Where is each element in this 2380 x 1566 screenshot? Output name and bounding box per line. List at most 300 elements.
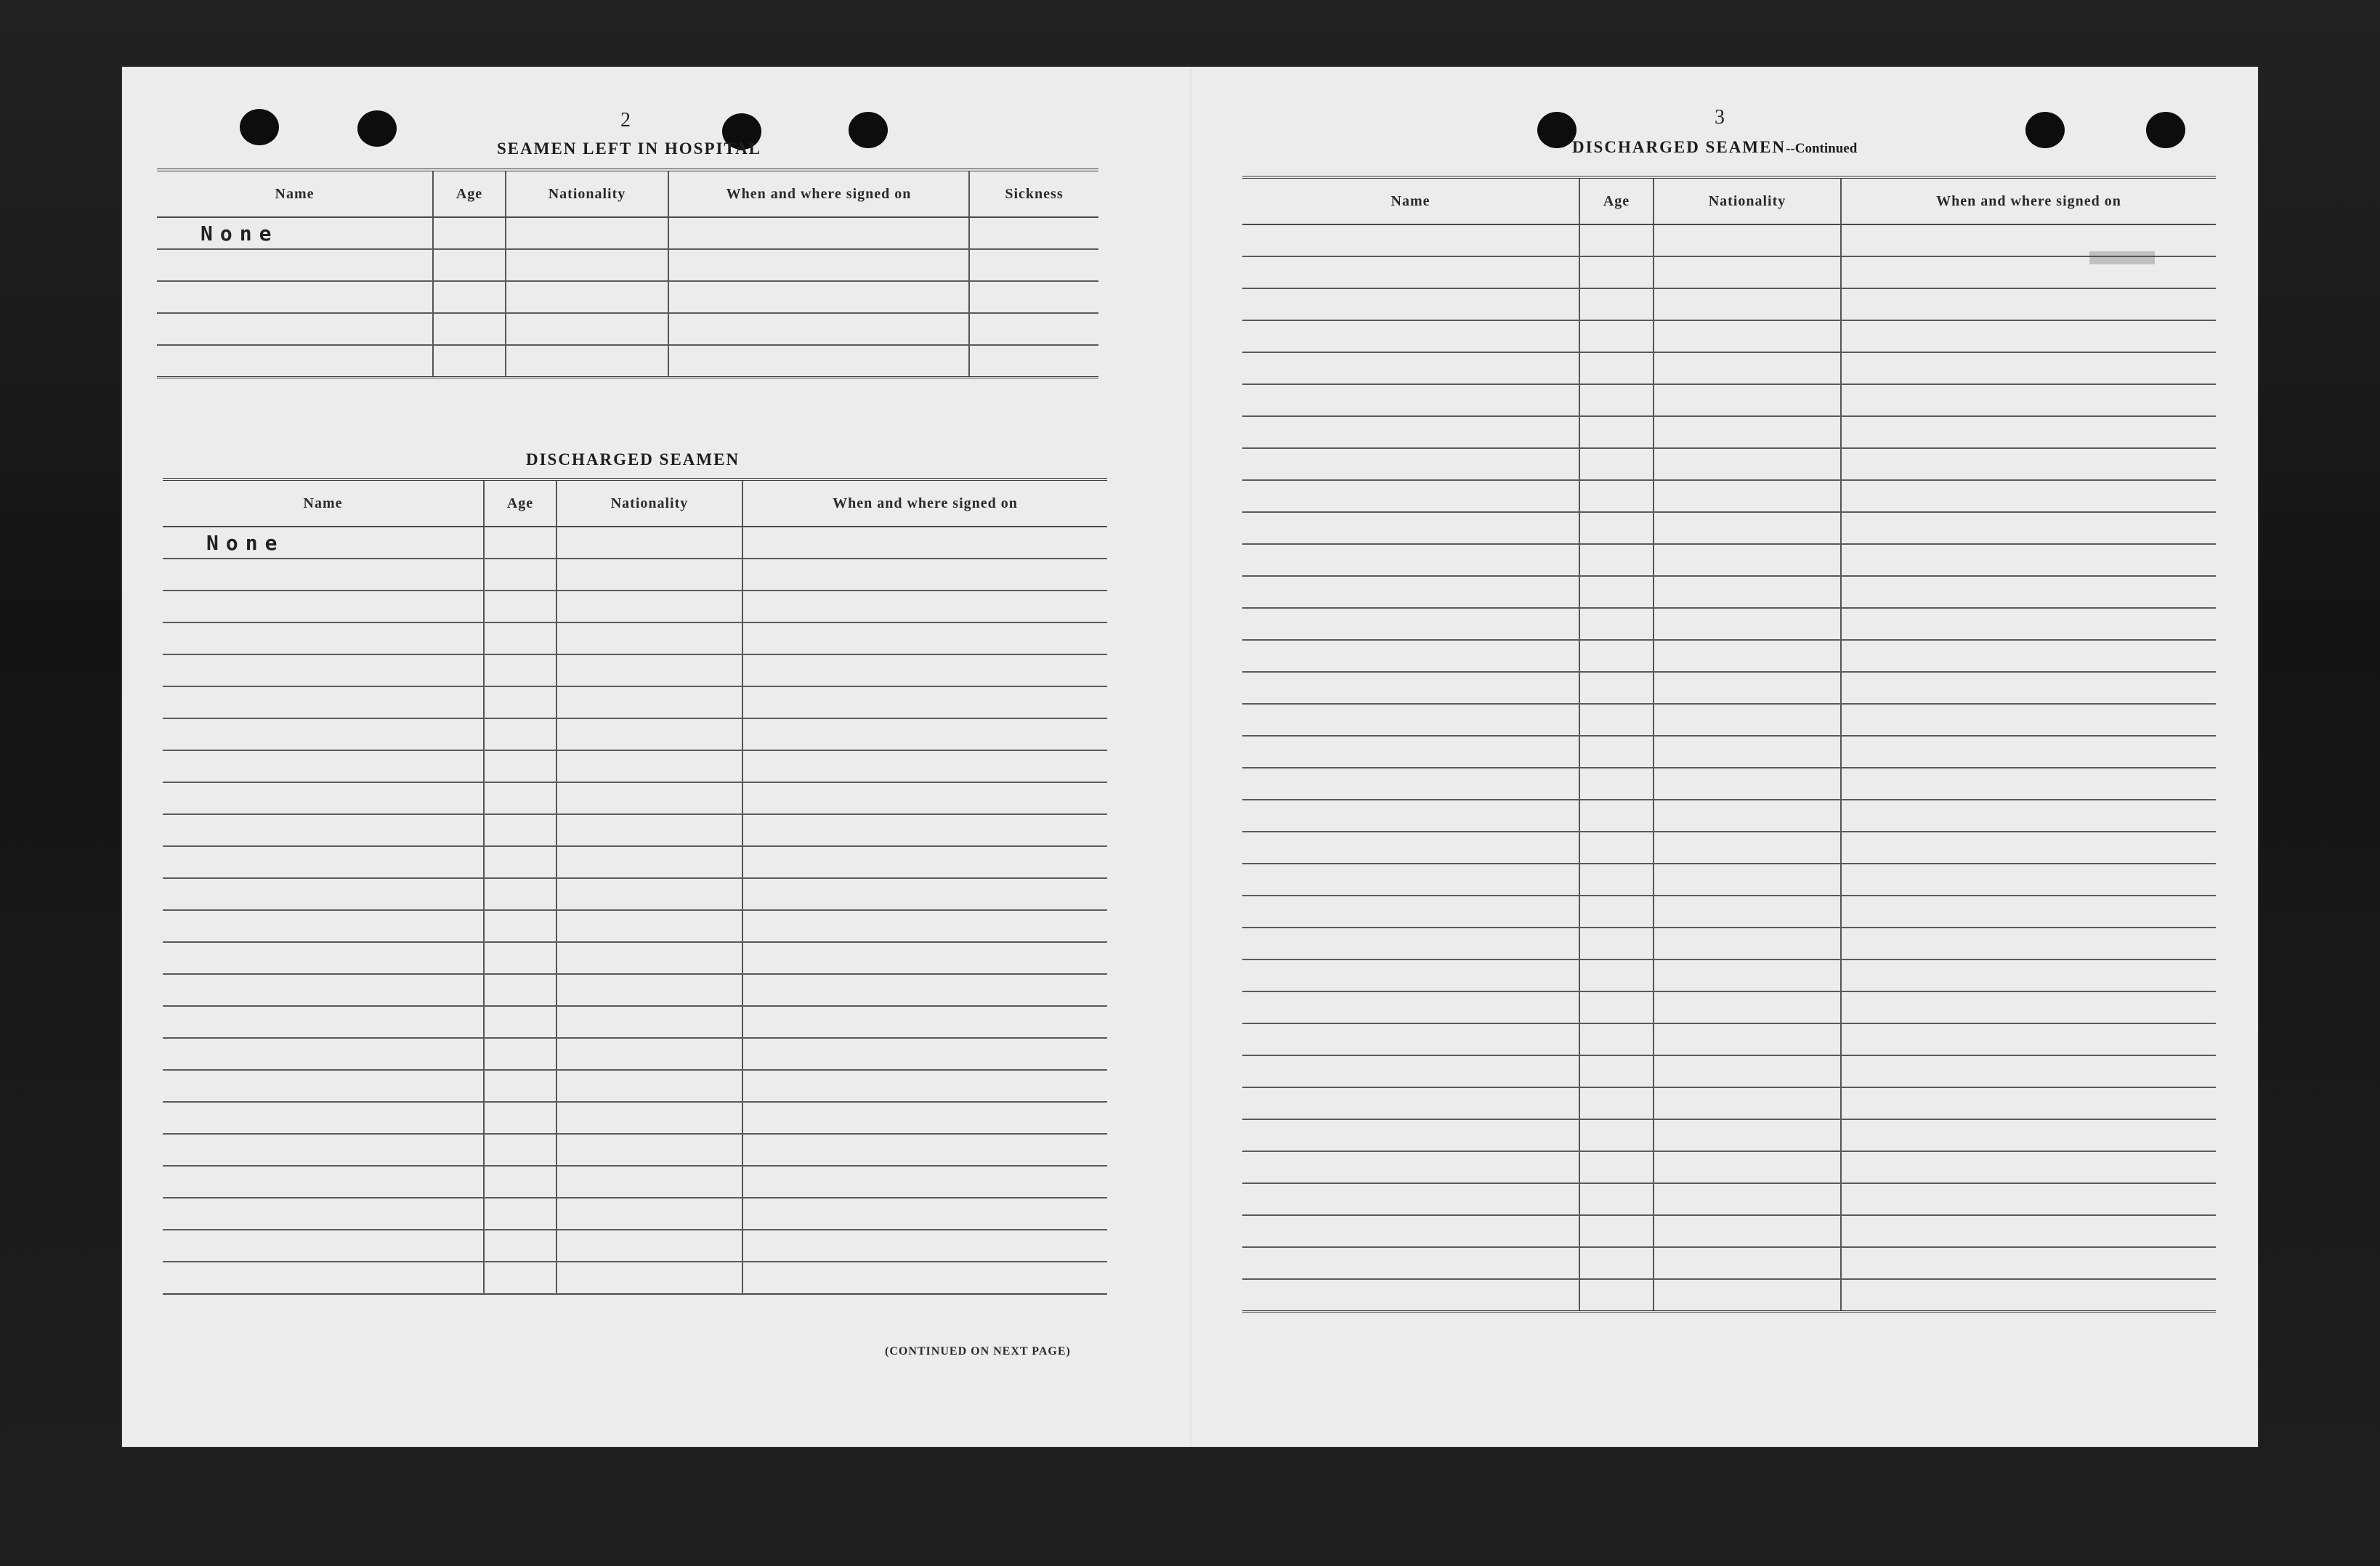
blank-cell	[1242, 1151, 1579, 1183]
table-row	[1242, 1247, 2216, 1279]
column-header-signed-on: When and where signed on	[668, 170, 969, 217]
blank-cell	[556, 1198, 742, 1230]
column-header-nationality: Nationality	[506, 170, 668, 217]
blank-cell	[163, 1230, 484, 1262]
blank-cell	[556, 1006, 742, 1038]
blank-cell	[1654, 672, 1841, 704]
table-row	[1242, 384, 2216, 416]
hospital-section-title: SEAMEN LEFT IN HOSPITAL	[497, 139, 762, 158]
table-row	[1242, 928, 2216, 960]
blank-cell	[163, 1102, 484, 1134]
blank-cell	[484, 942, 556, 974]
blank-cell	[1579, 736, 1654, 768]
blank-cell	[1654, 640, 1841, 672]
table-row	[163, 591, 1107, 622]
column-header-age: Age	[433, 170, 506, 217]
table-row	[163, 1006, 1107, 1038]
table-row	[1242, 991, 2216, 1023]
blank-cell	[1579, 576, 1654, 608]
blank-cell	[742, 1102, 1107, 1134]
blank-cell	[1841, 1055, 2216, 1087]
blank-cell	[1841, 736, 2216, 768]
blank-cell	[1654, 1023, 1841, 1055]
blank-cell	[1579, 704, 1654, 736]
table-row	[163, 846, 1107, 878]
blank-cell	[556, 1134, 742, 1166]
blank-cell	[742, 846, 1107, 878]
blank-cell	[163, 1262, 484, 1294]
blank-cell	[1841, 991, 2216, 1023]
blank-cell	[1579, 832, 1654, 864]
blank-cell	[1654, 928, 1841, 960]
punch-hole	[2025, 112, 2065, 148]
blank-cell	[1242, 544, 1579, 576]
page-fold	[1190, 67, 1191, 1447]
blank-cell	[1654, 864, 1841, 896]
blank-cell	[1841, 224, 2216, 256]
page-number-left: 2	[620, 109, 631, 131]
table-row	[1242, 640, 2216, 672]
blank-cell	[163, 591, 484, 622]
blank-cell	[1579, 608, 1654, 640]
blank-cell	[742, 559, 1107, 591]
blank-cell	[484, 1198, 556, 1230]
punch-hole	[1537, 112, 1576, 148]
blank-cell	[1579, 991, 1654, 1023]
table-row	[163, 686, 1107, 718]
blank-cell	[1242, 704, 1579, 736]
blank-cell	[1841, 1215, 2216, 1247]
document-sheet	[122, 67, 2258, 1447]
blank-cell	[1841, 512, 2216, 544]
blank-cell	[742, 942, 1107, 974]
table-row	[157, 281, 1098, 313]
punch-hole	[240, 109, 279, 145]
blank-cell	[1841, 480, 2216, 512]
table-row	[163, 654, 1107, 686]
blank-cell	[742, 1166, 1107, 1198]
table-row	[1242, 544, 2216, 576]
blank-cell	[1579, 544, 1654, 576]
blank-cell	[1841, 1023, 2216, 1055]
blank-cell	[1242, 384, 1579, 416]
blank-cell	[484, 814, 556, 846]
table-row	[163, 1230, 1107, 1262]
blank-cell	[556, 910, 742, 942]
blank-cell	[484, 1038, 556, 1070]
table-row	[163, 622, 1107, 654]
blank-cell	[742, 1038, 1107, 1070]
entry-name: None	[163, 527, 484, 559]
blank-cell	[1242, 288, 1579, 320]
blank-cell	[163, 1006, 484, 1038]
blank-cell	[1242, 736, 1579, 768]
blank-cell	[484, 1102, 556, 1134]
blank-cell	[163, 846, 484, 878]
blank-cell	[484, 686, 556, 718]
blank-cell	[163, 750, 484, 782]
blank-cell	[1841, 864, 2216, 896]
blank-cell	[1242, 768, 1579, 800]
blank-cell	[742, 910, 1107, 942]
blank-cell	[1841, 704, 2216, 736]
table-row	[1242, 288, 2216, 320]
blank-cell	[484, 1262, 556, 1294]
blank-cell	[163, 942, 484, 974]
blank-cell	[163, 1070, 484, 1102]
blank-cell	[1841, 1087, 2216, 1119]
blank-cell	[1242, 1023, 1579, 1055]
blank-cell	[1654, 768, 1841, 800]
column-header-nationality: Nationality	[556, 479, 742, 527]
blank-cell	[556, 1038, 742, 1070]
blank-cell	[556, 846, 742, 878]
blank-cell	[1841, 384, 2216, 416]
table-row	[163, 1038, 1107, 1070]
blank-cell	[1841, 800, 2216, 832]
blank-cell	[1654, 416, 1841, 448]
discharged-continued-table	[1242, 176, 2216, 1313]
table-row	[1242, 256, 2216, 288]
blank-cell	[556, 1262, 742, 1294]
blank-cell	[1579, 768, 1654, 800]
hospital-table	[157, 169, 1098, 378]
blank-cell	[556, 591, 742, 622]
table-row	[1242, 448, 2216, 480]
discharged-section-title: DISCHARGED SEAMEN	[526, 450, 740, 468]
blank-cell	[1654, 352, 1841, 384]
blank-cell	[1242, 608, 1579, 640]
blank-cell	[556, 942, 742, 974]
blank-cell	[556, 1102, 742, 1134]
column-header-name: Name	[157, 170, 433, 217]
column-header-age: Age	[484, 479, 556, 527]
table-row	[1242, 480, 2216, 512]
column-header-nationality: Nationality	[1654, 177, 1841, 224]
blank-cell	[484, 1070, 556, 1102]
entry-name: None	[157, 217, 433, 249]
blank-cell	[163, 559, 484, 591]
table-row	[157, 313, 1098, 345]
table-row	[157, 217, 1098, 249]
blank-cell	[1242, 960, 1579, 991]
blank-cell	[1654, 1183, 1841, 1215]
blank-cell	[1579, 1279, 1654, 1312]
blank-cell	[1654, 1247, 1841, 1279]
blank-cell	[556, 974, 742, 1006]
blank-cell	[1654, 1151, 1841, 1183]
table-row	[163, 1134, 1107, 1166]
blank-cell	[1242, 1087, 1579, 1119]
blank-cell	[1579, 1183, 1654, 1215]
blank-cell	[163, 622, 484, 654]
blank-cell	[742, 814, 1107, 846]
blank-cell	[1841, 608, 2216, 640]
blank-cell	[1242, 352, 1579, 384]
blank-cell	[1242, 576, 1579, 608]
blank-cell	[1654, 736, 1841, 768]
blank-cell	[1841, 640, 2216, 672]
blank-cell	[1841, 832, 2216, 864]
blank-cell	[556, 878, 742, 910]
blank-cell	[1654, 1055, 1841, 1087]
table-row	[163, 750, 1107, 782]
blank-cell	[1841, 576, 2216, 608]
blank-cell	[1654, 384, 1841, 416]
blank-cell	[556, 1070, 742, 1102]
table-row	[163, 782, 1107, 814]
blank-cell	[163, 1134, 484, 1166]
blank-cell	[1654, 1087, 1841, 1119]
blank-cell	[1242, 1215, 1579, 1247]
blank-cell	[484, 782, 556, 814]
blank-cell	[1242, 864, 1579, 896]
blank-cell	[1579, 1215, 1654, 1247]
table-row	[1242, 1119, 2216, 1151]
table-row	[163, 1070, 1107, 1102]
table-row	[1242, 1279, 2216, 1312]
blank-cell	[484, 718, 556, 750]
blank-cell	[484, 1166, 556, 1198]
blank-cell	[1841, 1247, 2216, 1279]
blank-cell	[163, 814, 484, 846]
blank-cell	[742, 1230, 1107, 1262]
blank-cell	[1579, 384, 1654, 416]
blank-cell	[742, 878, 1107, 910]
blank-cell	[1242, 512, 1579, 544]
table-row	[163, 878, 1107, 910]
blank-cell	[484, 654, 556, 686]
blank-cell	[556, 622, 742, 654]
blank-cell	[556, 750, 742, 782]
blank-cell	[1654, 224, 1841, 256]
column-header-signed-on: When and where signed on	[1841, 177, 2216, 224]
blank-cell	[1654, 576, 1841, 608]
blank-cell	[1579, 928, 1654, 960]
blank-cell	[1579, 448, 1654, 480]
blank-cell	[1242, 672, 1579, 704]
blank-cell	[742, 974, 1107, 1006]
blank-cell	[1841, 1151, 2216, 1183]
blank-cell	[742, 654, 1107, 686]
blank-cell	[1242, 1279, 1579, 1312]
blank-cell	[742, 1198, 1107, 1230]
blank-cell	[742, 622, 1107, 654]
blank-cell	[1841, 896, 2216, 928]
blank-cell	[1654, 480, 1841, 512]
blank-cell	[1841, 672, 2216, 704]
punch-hole	[849, 112, 888, 148]
blank-cell	[484, 878, 556, 910]
blank-cell	[556, 1166, 742, 1198]
blank-cell	[1579, 1055, 1654, 1087]
blank-cell	[484, 622, 556, 654]
column-header-name: Name	[163, 479, 484, 527]
blank-cell	[742, 1070, 1107, 1102]
blank-cell	[556, 686, 742, 718]
blank-cell	[1579, 640, 1654, 672]
blank-cell	[1841, 1119, 2216, 1151]
blank-cell	[484, 559, 556, 591]
table-row	[1242, 320, 2216, 352]
blank-cell	[1841, 320, 2216, 352]
blank-cell	[1654, 1215, 1841, 1247]
table-row	[1242, 832, 2216, 864]
blank-cell	[1654, 1119, 1841, 1151]
blank-cell	[1841, 544, 2216, 576]
blank-cell	[1654, 256, 1841, 288]
blank-cell	[1579, 1087, 1654, 1119]
blank-cell	[1841, 352, 2216, 384]
title-suffix: --Continued	[1786, 141, 1858, 156]
table-row	[163, 718, 1107, 750]
blank-cell	[1579, 256, 1654, 288]
blank-cell	[1242, 991, 1579, 1023]
blank-cell	[1654, 448, 1841, 480]
blank-cell	[163, 686, 484, 718]
blank-cell	[1654, 608, 1841, 640]
title-text: DISCHARGED SEAMEN	[1572, 138, 1786, 156]
table-row	[1242, 960, 2216, 991]
blank-cell	[1654, 320, 1841, 352]
blank-cell	[556, 654, 742, 686]
blank-cell	[1654, 288, 1841, 320]
blank-cell	[1242, 832, 1579, 864]
blank-cell	[484, 1230, 556, 1262]
blank-cell	[1242, 224, 1579, 256]
table-row	[1242, 768, 2216, 800]
blank-cell	[1579, 320, 1654, 352]
blank-cell	[1654, 704, 1841, 736]
blank-cell	[1242, 1119, 1579, 1151]
blank-cell	[1654, 1279, 1841, 1312]
punch-hole	[357, 110, 397, 147]
blank-cell	[163, 878, 484, 910]
table-row	[1242, 704, 2216, 736]
table-row	[163, 1262, 1107, 1294]
blank-cell	[1242, 448, 1579, 480]
blank-cell	[1579, 1247, 1654, 1279]
blank-cell	[1579, 224, 1654, 256]
blank-cell	[556, 1230, 742, 1262]
blank-cell	[1242, 320, 1579, 352]
blank-cell	[1242, 1247, 1579, 1279]
blank-cell	[742, 750, 1107, 782]
table-row	[1242, 1023, 2216, 1055]
blank-cell	[1841, 1183, 2216, 1215]
blank-cell	[1579, 1119, 1654, 1151]
table-header-row	[157, 170, 1098, 217]
blank-cell	[484, 750, 556, 782]
blank-cell	[1242, 1183, 1579, 1215]
blank-cell	[742, 718, 1107, 750]
blank-cell	[742, 1006, 1107, 1038]
table-row	[163, 1166, 1107, 1198]
table-row	[1242, 1055, 2216, 1087]
blank-cell	[1841, 288, 2216, 320]
table-row	[163, 1102, 1107, 1134]
blank-cell	[1242, 1055, 1579, 1087]
table-row	[1242, 736, 2216, 768]
column-header-sickness: Sickness	[969, 170, 1098, 217]
blank-cell	[1579, 1023, 1654, 1055]
column-header-name: Name	[1242, 177, 1579, 224]
blank-cell	[1654, 544, 1841, 576]
table-row	[1242, 352, 2216, 384]
table-header-row	[1242, 177, 2216, 224]
blank-cell	[1579, 512, 1654, 544]
blank-cell	[163, 1198, 484, 1230]
blank-cell	[556, 814, 742, 846]
table-row	[163, 1198, 1107, 1230]
blank-cell	[1579, 864, 1654, 896]
blank-cell	[163, 974, 484, 1006]
blank-cell	[1579, 960, 1654, 991]
blank-cell	[1242, 480, 1579, 512]
blank-cell	[484, 1134, 556, 1166]
table-row	[163, 814, 1107, 846]
table-row	[1242, 608, 2216, 640]
blank-cell	[163, 782, 484, 814]
blank-cell	[1654, 960, 1841, 991]
blank-cell	[484, 846, 556, 878]
table-row	[163, 942, 1107, 974]
blank-cell	[1841, 448, 2216, 480]
table-row	[1242, 672, 2216, 704]
blank-cell	[1242, 896, 1579, 928]
blank-cell	[556, 782, 742, 814]
column-header-age: Age	[1579, 177, 1654, 224]
blank-cell	[163, 1166, 484, 1198]
blank-cell	[1242, 928, 1579, 960]
blank-cell	[163, 654, 484, 686]
blank-cell	[1242, 640, 1579, 672]
blank-cell	[1579, 1151, 1654, 1183]
blank-cell	[484, 1006, 556, 1038]
faint-stamp-mark	[2089, 251, 2155, 264]
blank-cell	[1654, 800, 1841, 832]
blank-cell	[1242, 800, 1579, 832]
blank-cell	[1579, 288, 1654, 320]
blank-cell	[484, 910, 556, 942]
table-row	[1242, 1087, 2216, 1119]
blank-cell	[742, 1134, 1107, 1166]
table-row	[1242, 1151, 2216, 1183]
blank-cell	[1654, 512, 1841, 544]
table-header-row	[163, 479, 1107, 527]
table-row	[1242, 1215, 2216, 1247]
discharged-continued-title	[1572, 138, 1857, 157]
blank-cell	[1579, 416, 1654, 448]
blank-cell	[742, 1262, 1107, 1294]
punch-hole	[2146, 112, 2185, 148]
blank-cell	[556, 559, 742, 591]
blank-cell	[1654, 896, 1841, 928]
table-row	[1242, 1183, 2216, 1215]
table-row	[157, 345, 1098, 378]
blank-cell	[163, 718, 484, 750]
blank-cell	[1654, 832, 1841, 864]
table-row	[163, 974, 1107, 1006]
table-row	[1242, 864, 2216, 896]
blank-cell	[742, 686, 1107, 718]
table-row	[163, 527, 1107, 559]
table-row	[1242, 224, 2216, 256]
table-row	[1242, 416, 2216, 448]
continued-note: (CONTINUED ON NEXT PAGE)	[885, 1345, 1071, 1358]
blank-cell	[1841, 960, 2216, 991]
blank-cell	[1841, 416, 2216, 448]
